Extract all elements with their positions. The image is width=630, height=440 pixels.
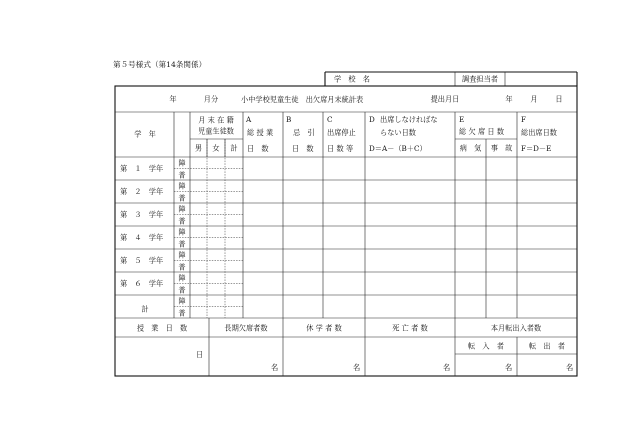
report-year-label: 年 bbox=[169, 94, 177, 104]
enrolled-total-header: 計 bbox=[230, 143, 238, 153]
submit-year-label: 年 bbox=[505, 94, 513, 104]
transfer-in-unit: 名 bbox=[505, 363, 513, 372]
row-label: 第 ２ 学年 bbox=[120, 187, 164, 196]
person-in-charge-field[interactable] bbox=[506, 73, 576, 85]
column-c-line2: 日 数 等 bbox=[327, 144, 354, 153]
column-d-line1: 出席しなければな bbox=[380, 115, 438, 124]
grade-header: 学 年 bbox=[134, 129, 156, 139]
row-label: 第 １ 学年 bbox=[120, 164, 164, 173]
row-sub-regular: 普 bbox=[178, 170, 186, 180]
suspended-label: 休 学 者 数 bbox=[306, 323, 342, 333]
female-header: 女 bbox=[212, 143, 220, 153]
submit-day-label: 日 bbox=[555, 94, 563, 104]
deceased-label: 死 亡 者 数 bbox=[392, 323, 428, 333]
deceased-unit: 名 bbox=[443, 363, 451, 372]
transfer-in-label: 転 入 者 bbox=[468, 341, 504, 351]
transfer-out-label: 転 出 者 bbox=[529, 341, 565, 351]
row-label: 第 ６ 学年 bbox=[120, 279, 164, 288]
column-a-line1: 総 授 業 bbox=[247, 128, 274, 137]
transfer-label: 本月転出入者数 bbox=[490, 323, 542, 333]
row-sub-disabled: 障 bbox=[178, 296, 186, 306]
column-b-line2: 日 数 bbox=[292, 144, 314, 153]
long-absence-unit: 名 bbox=[271, 363, 279, 372]
form-number: 第５号様式（第14条関係） bbox=[113, 60, 207, 69]
row-sub-disabled: 障 bbox=[178, 273, 186, 283]
submit-date-label: 提出月日 bbox=[430, 94, 460, 104]
row-sub-regular: 普 bbox=[178, 262, 186, 272]
submit-month-label: 月 bbox=[530, 94, 538, 104]
person-in-charge-label: 調査担当者 bbox=[462, 74, 498, 84]
column-a-line2: 日 数 bbox=[247, 144, 269, 153]
column-f-letter: F bbox=[521, 115, 526, 124]
enrolled-header-line1: 月 末 在 籍 bbox=[198, 115, 234, 125]
row-sub-regular: 普 bbox=[178, 308, 186, 318]
column-b-line1: 忌 引 bbox=[293, 128, 315, 137]
row-label: 第 ４ 学年 bbox=[120, 233, 164, 242]
school-name-label: 学 校 名 bbox=[334, 74, 370, 84]
column-a-letter: A bbox=[246, 115, 252, 124]
row-sub-regular: 普 bbox=[178, 285, 186, 295]
class-days-label: 授 業 日 数 bbox=[136, 323, 188, 333]
column-f-formula: F＝D－E bbox=[521, 144, 552, 153]
row-sub-disabled: 障 bbox=[178, 250, 186, 260]
column-f-line1: 総出席日数 bbox=[521, 128, 557, 137]
row-label: 第 ３ 学年 bbox=[120, 210, 164, 219]
column-c-line1: 出席停止 bbox=[327, 128, 356, 137]
male-header: 男 bbox=[194, 143, 203, 153]
row-label: 計 bbox=[141, 304, 149, 314]
enrolled-header-line2: 児童生徒数 bbox=[198, 126, 234, 136]
column-d-letter: D bbox=[369, 115, 375, 124]
column-d-formula: D＝A－（B＋C） bbox=[369, 144, 427, 153]
column-d-line2: らない日数 bbox=[380, 128, 416, 137]
row-sub-regular: 普 bbox=[178, 216, 186, 226]
row-label: 第 ５ 学年 bbox=[120, 256, 164, 265]
class-days-unit: 日 bbox=[196, 350, 204, 359]
column-e-accident: 事 故 bbox=[490, 143, 513, 153]
row-sub-disabled: 障 bbox=[178, 204, 186, 214]
column-e-line1: 総 欠 席 日 数 bbox=[459, 127, 505, 136]
row-sub-disabled: 障 bbox=[178, 181, 186, 191]
column-e-letter: E bbox=[459, 115, 465, 124]
school-name-field[interactable] bbox=[385, 73, 454, 85]
long-absence-label: 長期欠席者数 bbox=[224, 323, 268, 333]
column-e-sick: 病 気 bbox=[459, 143, 482, 153]
suspended-unit: 名 bbox=[353, 363, 361, 372]
report-month-label: 月分 bbox=[203, 94, 219, 104]
column-c-letter: C bbox=[327, 115, 333, 124]
row-sub-disabled: 障 bbox=[178, 227, 186, 237]
form-title: 小中学校児童生徒 出欠席月末統計表 bbox=[241, 95, 364, 104]
column-b-letter: B bbox=[286, 115, 292, 124]
row-sub-regular: 普 bbox=[178, 193, 186, 203]
transfer-out-unit: 名 bbox=[566, 363, 574, 372]
row-sub-disabled: 障 bbox=[178, 158, 186, 168]
row-sub-regular: 普 bbox=[178, 239, 186, 249]
